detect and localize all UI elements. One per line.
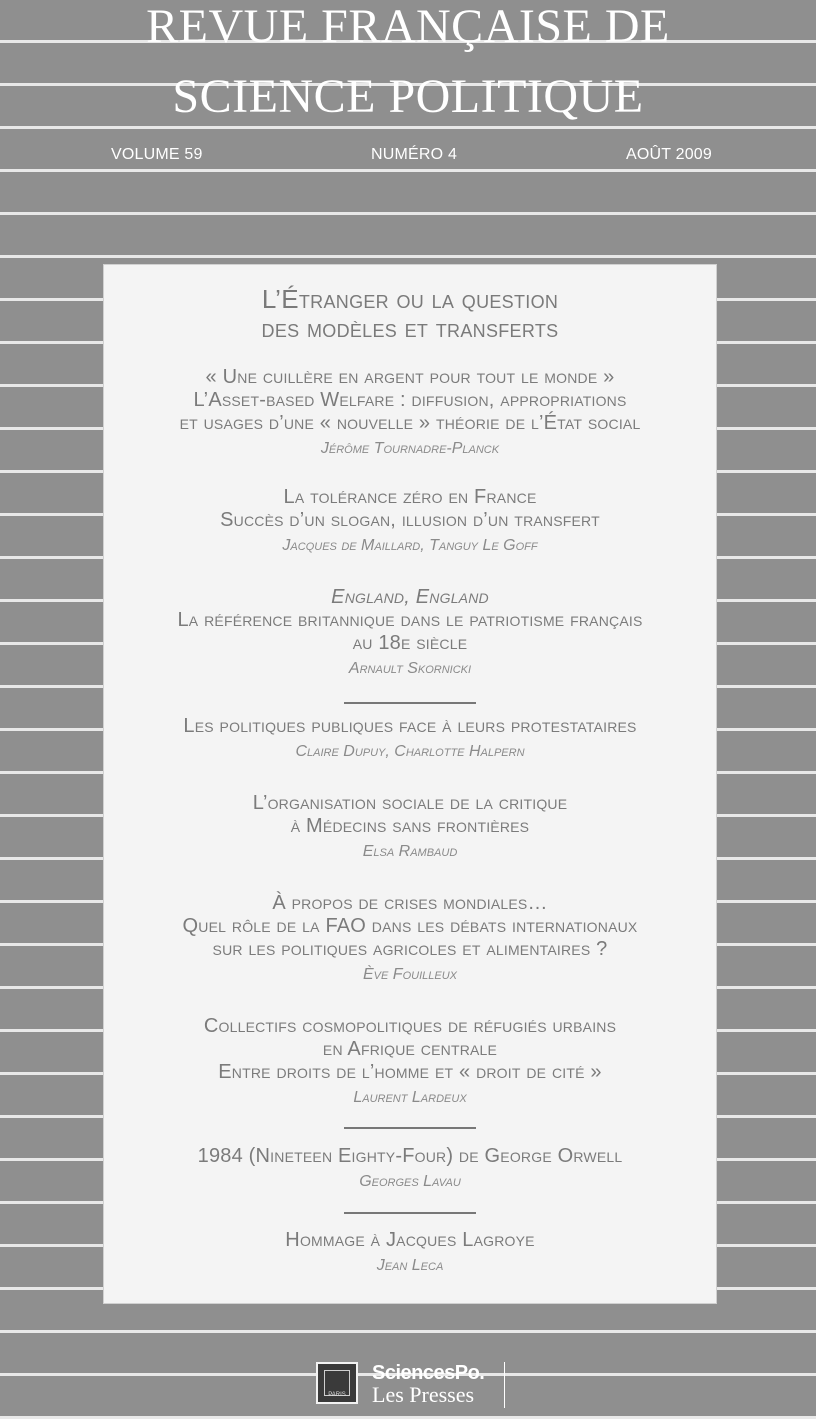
article-title-line: Hommage à Jacques Lagroye <box>285 1229 535 1251</box>
article-title-line: « Une cuillère en argent pour tout le monde » <box>205 366 615 388</box>
volume-label: VOLUME 59 <box>111 146 203 163</box>
article-6[interactable] <box>104 892 716 985</box>
article-title-line: 1984 (Nineteen Eighty-Four) de George Orwell <box>197 1145 623 1167</box>
article-title-line: Succès d’un slogan, illusion d’un transfert <box>220 509 600 531</box>
sciencespo-seal-icon <box>316 1362 358 1404</box>
publisher-divider <box>504 1362 505 1408</box>
article-title-line: Quel rôle de la FAO dans les débats internationaux <box>182 915 638 937</box>
article-title-line: L’organisation sociale de la critique <box>252 792 568 814</box>
masthead <box>0 0 816 190</box>
article-author: Georges Lavau <box>359 1173 461 1190</box>
article-2[interactable] <box>104 486 716 556</box>
publisher-logo <box>316 1362 526 1410</box>
article-title-line: La tolérance zéro en France <box>283 486 537 508</box>
journal-title-line-1: REVUE FRANÇAISE DE <box>146 0 670 53</box>
seal-caption: PARIS <box>328 1392 346 1398</box>
article-5[interactable] <box>104 792 716 862</box>
table-of-contents-panel <box>104 265 716 1303</box>
article-title-line: À propos de crises mondiales… <box>272 892 548 914</box>
article-author: Jacques de Maillard, Tanguy Le Goff <box>282 537 538 554</box>
article-7[interactable] <box>104 1015 716 1108</box>
article-title-line: à Médecins sans frontières <box>290 815 530 837</box>
article-author: Ève Fouilleux <box>363 966 457 983</box>
article-author: Claire Dupuy, Charlotte Halpern <box>295 743 525 760</box>
article-author: Arnault Skornicki <box>348 660 472 677</box>
article-title-line: England, England <box>331 586 489 608</box>
section-divider <box>344 702 476 704</box>
article-8[interactable] <box>104 1145 716 1192</box>
article-title-line: en Afrique centrale <box>322 1038 498 1060</box>
article-author: Jérôme Tournadre-Planck <box>320 440 500 457</box>
section-divider <box>344 1212 476 1214</box>
article-title-line: et usages d’une « nouvelle » théorie de l’État social <box>179 412 641 434</box>
section-divider <box>344 1127 476 1129</box>
journal-title-line-2: SCIENCE POLITIQUE <box>172 70 644 123</box>
article-title-line: Collectifs cosmopolitiques de réfugiés urbains <box>203 1015 617 1037</box>
issue-date-label: AOÛT 2009 <box>626 146 712 163</box>
article-1[interactable] <box>104 366 716 459</box>
publisher-name-line-1: SciencesPo. <box>372 1362 485 1384</box>
article-author: Elsa Rambaud <box>362 843 458 860</box>
theme-title-line-1: L’Étranger ou la question <box>261 284 559 314</box>
article-title-line: L’Asset-based Welfare : diffusion, appropriations <box>193 389 627 411</box>
article-title-line: sur les politiques agricoles et alimentaires ? <box>212 938 608 960</box>
article-title-line: au 18e siècle <box>352 632 468 654</box>
article-title-line: Les politiques publiques face à leurs protestataires <box>183 715 637 737</box>
theme-title-line-2: des modèles et transferts <box>261 313 559 343</box>
publisher-name-line-2: Les Presses <box>372 1382 475 1407</box>
article-4[interactable] <box>104 715 716 762</box>
issue-number-label: NUMÉRO 4 <box>371 146 458 163</box>
article-title-line: La référence britannique dans le patriotisme français <box>177 609 643 631</box>
article-author: Jean Leca <box>376 1257 444 1274</box>
article-9[interactable] <box>104 1229 716 1276</box>
article-3[interactable] <box>104 586 716 679</box>
article-author: Laurent Lardeux <box>353 1089 467 1106</box>
article-title-line: Entre droits de l’homme et « droit de cité » <box>218 1061 602 1083</box>
